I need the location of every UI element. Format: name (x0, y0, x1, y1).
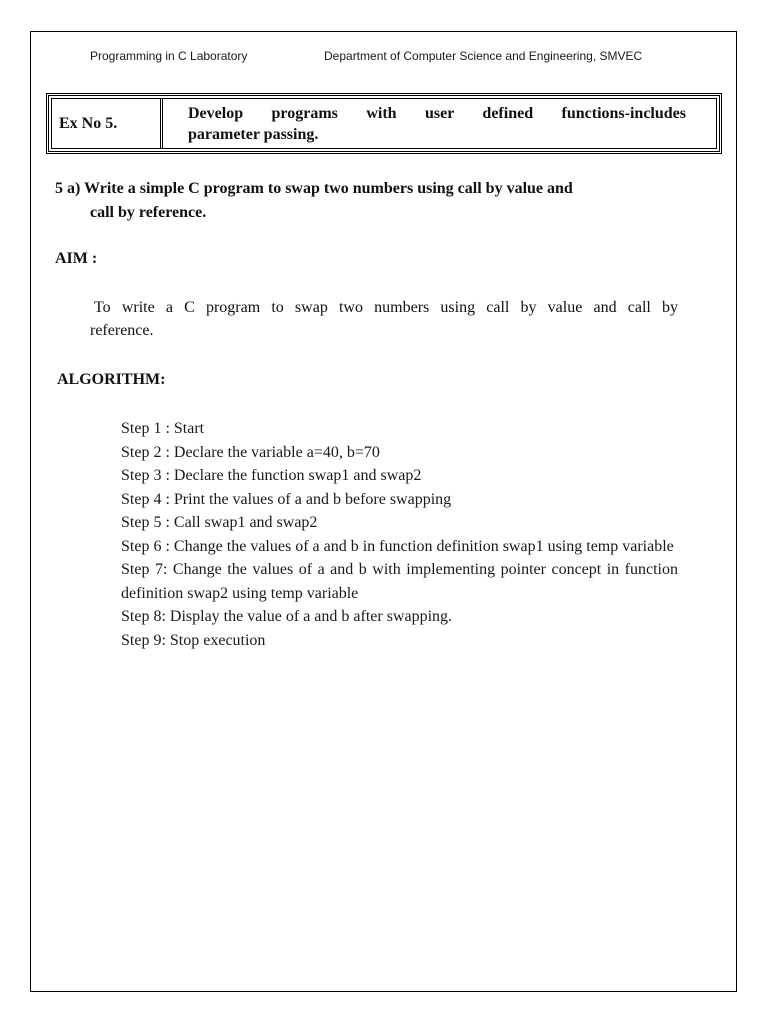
algorithm-step: Step 7: Change the values of a and b with implementing pointer concept in function definition swap2 using temp variable (121, 561, 678, 602)
exercise-title-line1: Develop programs with user defined functions-includes (188, 105, 686, 122)
question-line1: 5 a) Write a simple C program to swap two numbers using call by value and (55, 180, 573, 197)
exercise-box-inner (51, 98, 717, 149)
exercise-box (46, 93, 722, 154)
algorithm-step: Step 3 : Declare the function swap1 and swap2 (121, 467, 422, 484)
algorithm-steps-list (121, 417, 678, 652)
aim-heading: AIM : (55, 250, 98, 267)
question-line2: call by reference. (90, 204, 207, 221)
algorithm-step: Step 4 : Print the values of a and b before swapping (121, 490, 452, 508)
question-heading (55, 177, 655, 225)
algorithm-step: Step 5 : Call swap1 and swap2 (121, 514, 318, 531)
header-department: Department of Computer Science and Engineering, SMVEC (324, 49, 643, 63)
exercise-title (163, 99, 716, 148)
algorithm-step: Step 1 : Start (121, 420, 205, 437)
algorithm-heading: ALGORITHM: (57, 371, 166, 388)
algorithm-step: Step 9: Stop execution (121, 631, 266, 649)
aim-line1: To write a C program to swap two numbers using call by value and call by (94, 299, 678, 316)
exercise-number: Ex No 5. (52, 99, 163, 148)
algorithm-step: Step 2 : Declare the variable a=40, b=70 (121, 443, 380, 461)
aim-line2: reference. (90, 322, 154, 339)
header-course-title: Programming in C Laboratory (90, 49, 248, 63)
algorithm-step: Step 6 : Change the values of a and b in function definition swap1 using temp variable (121, 537, 674, 555)
algorithm-step: Step 8: Display the value of a and b after swapping. (121, 608, 453, 625)
exercise-title-line2: parameter passing. (188, 126, 319, 143)
aim-paragraph (90, 296, 678, 342)
